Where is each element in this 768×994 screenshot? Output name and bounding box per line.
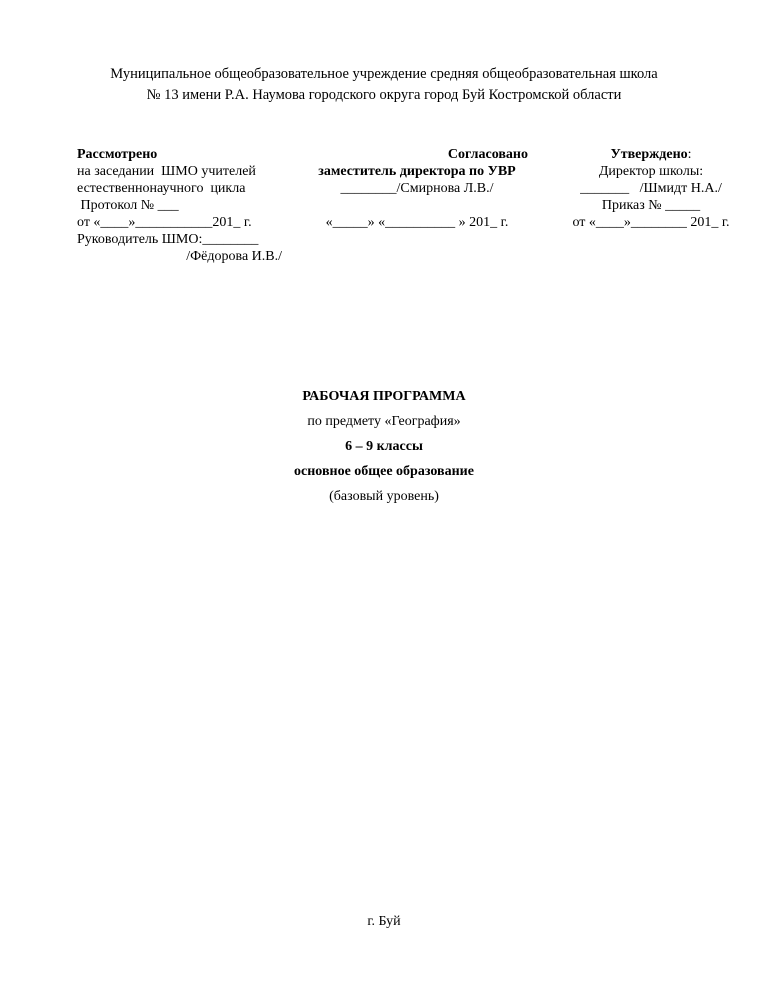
approval-middle-title: Согласовано: [447, 147, 528, 162]
approval-right-date: от «____»________ 201_ г.: [572, 215, 730, 230]
approval-right-signature: _______ /Шмидт Н.А./: [580, 181, 722, 196]
footer-city: г. Буй: [367, 914, 401, 929]
school-name-line-2: № 13 имени Р.А. Наумова городского округа город Буй Костромской области: [146, 87, 622, 103]
approval-right-title: Утверждено: [610, 147, 688, 162]
program-level-name: основное общее образование: [294, 464, 474, 479]
approval-left-title: Рассмотрено: [77, 147, 158, 162]
approval-middle-date: «_____» «__________ » 201_ г.: [325, 215, 509, 230]
approval-left-signature: /Фёдорова И.В./: [186, 249, 282, 264]
approval-middle-position: заместитель директора по УВР: [318, 164, 516, 179]
program-title: РАБОЧАЯ ПРОГРАММА: [302, 389, 466, 404]
program-subject: по предмету «География»: [307, 414, 461, 429]
program-grades: 6 – 9 классы: [345, 439, 423, 454]
program-level: (базовый уровень): [329, 489, 439, 504]
approval-right-block: [558, 146, 744, 231]
approval-left-line: естественнонаучного цикла: [77, 181, 246, 196]
approval-right-position: Директор школы:: [598, 164, 704, 179]
approval-left-line: на заседании ШМО учителей: [77, 164, 256, 179]
approval-left-date: от «____»___________201_ г.: [77, 215, 252, 230]
approval-left-protocol: Протокол № ___: [77, 198, 179, 213]
approval-right-colon: :: [687, 147, 692, 162]
approval-middle-block: [306, 146, 528, 231]
approval-right-order: Приказ № _____: [601, 198, 701, 213]
approval-left-head: Руководитель ШМО:________: [77, 232, 259, 247]
approval-left-block: [77, 146, 282, 265]
school-name-line-1: Муниципальное общеобразовательное учреждение средняя общеобразовательная школа: [110, 66, 658, 82]
approval-middle-signature: ________/Смирнова Л.В./: [340, 181, 494, 196]
